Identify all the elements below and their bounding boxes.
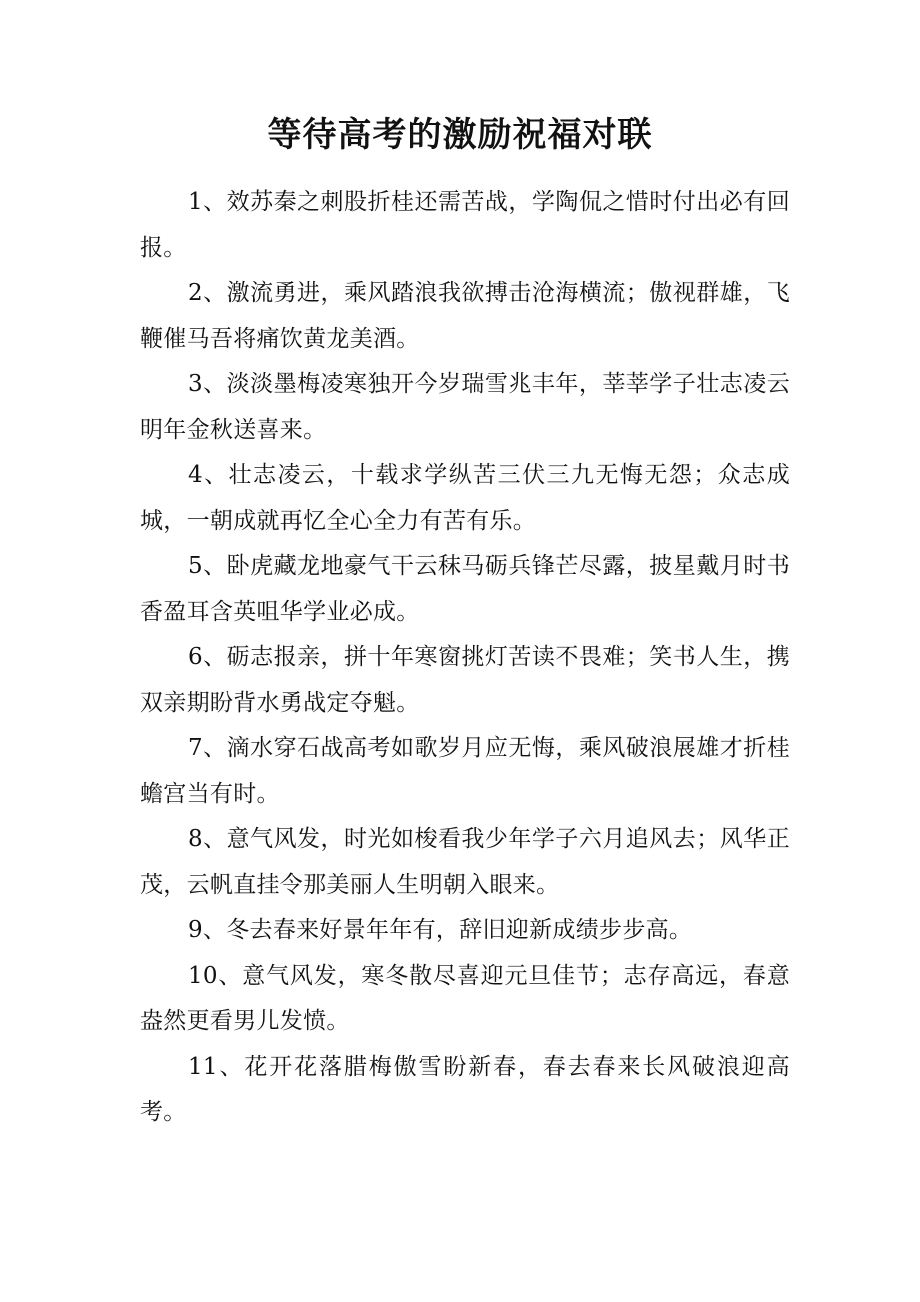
couplet-list [140,180,790,1136]
list-item: 5、卧虎藏龙地豪气干云秣马砺兵锋芒尽露，披星戴月时书香盈耳含英咀华学业必成。 [140,553,790,625]
list-item: 2、激流勇进，乘风踏浪我欲搏击沧海横流；傲视群雄，飞鞭催马吾将痛饮黄龙美酒。 [140,280,790,352]
page-title: 等待高考的激励祝福对联 [267,115,653,155]
list-item: 6、砺志报亲，拼十年寒窗挑灯苦读不畏难；笑书人生，携双亲期盼背水勇战定夺魁。 [140,644,790,716]
list-item: 3、淡淡墨梅凌寒独开今岁瑞雪兆丰年，莘莘学子壮志凌云明年金秋送喜来。 [140,371,790,443]
list-item: 1、效苏秦之刺股折桂还需苦战，学陶侃之惜时付出必有回报。 [140,189,790,261]
list-item: 8、意气风发，时光如梭看我少年学子六月追风去；风华正茂，云帆直挂令那美丽人生明朝入眼来。 [140,826,790,898]
list-item: 4、壮志凌云，十载求学纵苦三伏三九无悔无怨；众志成城，一朝成就再忆全心全力有苦有乐。 [140,462,790,534]
list-item: 7、滴水穿石战高考如歌岁月应无悔，乘风破浪展雄才折桂蟾宫当有时。 [140,735,790,807]
list-item: 9、冬去春来好景年年有，辞旧迎新成绩步步高。 [188,917,693,943]
list-item: 10、意气风发，寒冬散尽喜迎元旦佳节；志存高远，春意盎然更看男儿发愤。 [140,962,790,1034]
list-item: 11、花开花落腊梅傲雪盼新春，春去春来长风破浪迎高考。 [140,1053,790,1125]
